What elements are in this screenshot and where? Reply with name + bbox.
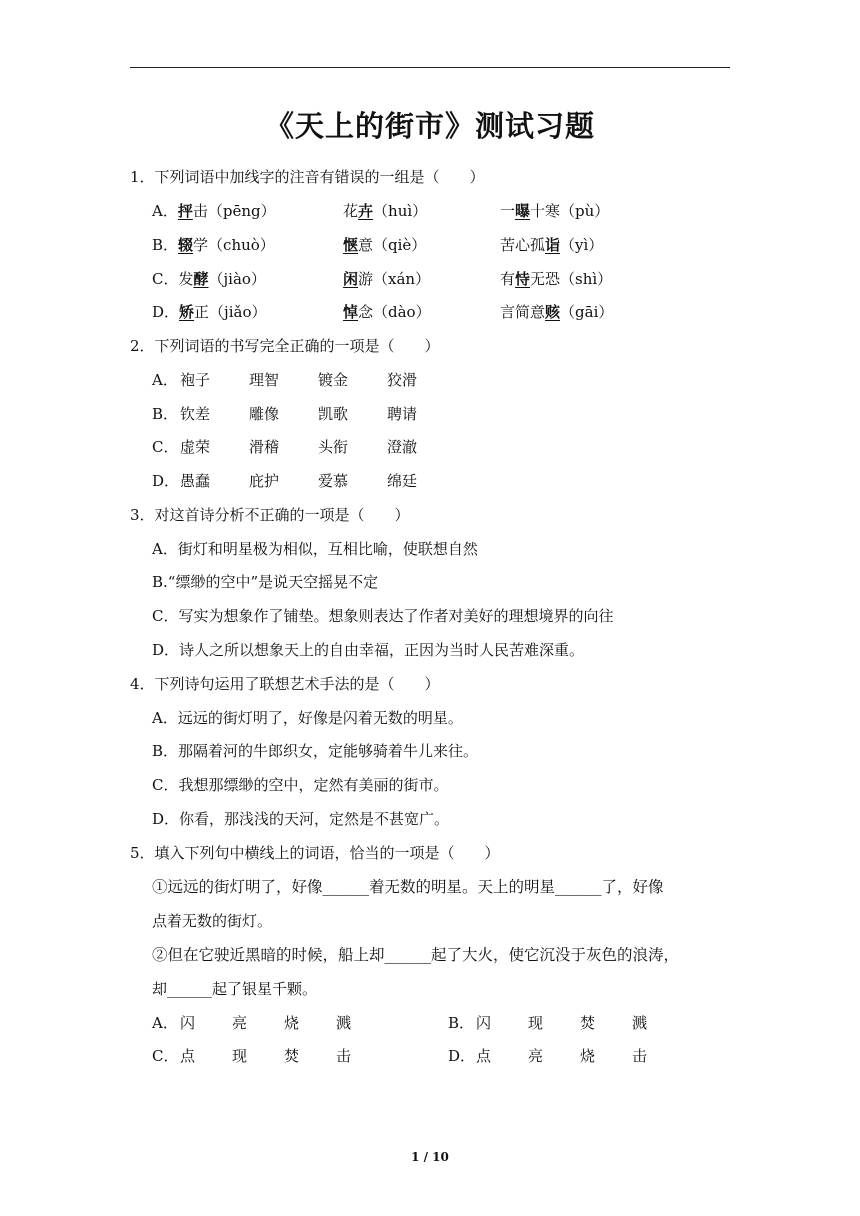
question-2-option [152, 437, 456, 457]
option-word: 点 [180, 1047, 196, 1065]
option-label: C． [152, 438, 179, 456]
item-text: 游（xán） [358, 270, 431, 288]
option-word: 点 [476, 1047, 492, 1065]
question-4-option-a: A．远远的街灯明了，好像是闪着无数的明星。 [152, 709, 463, 727]
item-text: （jiào） [208, 270, 266, 288]
underlined-character: 悼 [343, 303, 359, 321]
question-5-option [152, 1013, 388, 1033]
item-text: 正（jiǎo） [194, 303, 267, 321]
question-4-option-b: B．那隔着河的牛郎织女，定能够骑着牛儿来往。 [152, 742, 479, 760]
item-text: 花 [343, 202, 359, 220]
question-5-sentence-2-cont: 却______起了银星千颗。 [152, 980, 318, 998]
question-2-option [152, 471, 456, 491]
option-label: D． [152, 472, 180, 490]
option-word: 闪 [180, 1014, 196, 1032]
question-3-option-b: B.“缥缈的空中”是说天空摇晃不定 [152, 573, 379, 591]
option-word: 现 [232, 1047, 248, 1065]
question-5-option [152, 1046, 388, 1066]
option-word: 虚荣 [180, 438, 211, 456]
option-word: 烧 [284, 1014, 300, 1032]
option-word: 现 [528, 1014, 544, 1032]
option-word: 亮 [528, 1047, 544, 1065]
underlined-character: 恃 [515, 270, 531, 288]
question-2-option [152, 370, 456, 390]
option-word: 焚 [580, 1014, 596, 1032]
option-label: A． [152, 1014, 178, 1032]
question-3-option-c: C．写实为想象作了铺垫。想象则表达了作者对美好的理想境界的向往 [152, 607, 614, 625]
item-text: 一 [500, 202, 516, 220]
item-text: 念（dào） [358, 303, 431, 321]
option-word: 击 [336, 1047, 352, 1065]
question-5-sentence-1: ①远远的街灯明了，好像______着无数的明星。天上的明星______了，好像 [152, 878, 664, 896]
page-number: 1 / 10 [411, 1150, 449, 1164]
item-text: 学（chuò） [193, 236, 275, 254]
underlined-character: 赅 [545, 303, 561, 321]
question-5-option [448, 1013, 684, 1033]
question-1-item [152, 302, 266, 322]
question-5-sentence-1-cont: 点着无数的街灯。 [152, 912, 273, 930]
item-text: C．发 [152, 270, 194, 288]
item-text: （yì） [560, 236, 604, 254]
item-text: 击（pēng） [192, 202, 276, 220]
underlined-character: 曝 [515, 202, 531, 220]
question-4-option-c: C．我想那缥缈的空中，定然有美丽的街市。 [152, 776, 449, 794]
question-2-stem: 2．下列词语的书写完全正确的一项是（ ） [130, 337, 440, 355]
option-word: 绵廷 [387, 472, 418, 490]
underlined-character: 矫 [179, 303, 195, 321]
question-1-item [343, 269, 430, 289]
option-word: 溅 [632, 1014, 648, 1032]
question-1-item [343, 235, 426, 255]
option-label: C． [152, 1047, 179, 1065]
question-1-item [500, 269, 612, 289]
item-text: 言简意 [500, 303, 546, 321]
option-word: 焚 [284, 1047, 300, 1065]
option-word: 理智 [249, 371, 280, 389]
question-1-item [500, 302, 613, 322]
underlined-character: 酵 [193, 270, 209, 288]
item-text: 意（qiè） [358, 236, 427, 254]
question-1-stem: 1．下列词语中加线字的注音有错误的一组是（ ） [130, 168, 485, 186]
option-word: 庇护 [249, 472, 280, 490]
question-1-item [500, 201, 609, 221]
option-word: 愚蠢 [180, 472, 211, 490]
option-word: 雕像 [249, 405, 280, 423]
question-2-option [152, 404, 456, 424]
item-text: D． [152, 303, 180, 321]
item-text: 十寒（pù） [530, 202, 610, 220]
question-1-item [152, 201, 276, 221]
option-word: 亮 [232, 1014, 248, 1032]
underlined-character: 卉 [358, 202, 374, 220]
option-word: 闪 [476, 1014, 492, 1032]
option-word: 聘请 [387, 405, 418, 423]
option-word: 凯歌 [318, 405, 349, 423]
underlined-character: 辍 [178, 236, 194, 254]
question-1-item [152, 235, 275, 255]
option-word: 溅 [336, 1014, 352, 1032]
question-5-option [448, 1046, 684, 1066]
option-word: 头衔 [318, 438, 349, 456]
option-label: B． [448, 1014, 475, 1032]
item-text: 无恐（shì） [530, 270, 613, 288]
question-1-item [500, 235, 603, 255]
header-rule [130, 67, 730, 68]
question-5-stem: 5．填入下列句中横线上的词语，恰当的一项是（ ） [130, 844, 500, 862]
option-word: 爱慕 [318, 472, 349, 490]
option-label: D． [448, 1047, 476, 1065]
option-label: A． [152, 371, 178, 389]
item-text: B． [152, 236, 179, 254]
option-word: 击 [632, 1047, 648, 1065]
option-word: 袍子 [180, 371, 211, 389]
option-word: 滑稽 [249, 438, 280, 456]
item-text: 苦心孤 [500, 236, 546, 254]
underlined-character: 诣 [545, 236, 561, 254]
item-text: 有 [500, 270, 516, 288]
question-3-stem: 3．对这首诗分析不正确的一项是（ ） [130, 506, 410, 524]
option-label: B． [152, 405, 179, 423]
question-1-item [343, 302, 431, 322]
underlined-character: 闲 [343, 270, 359, 288]
item-text: （gāi） [560, 303, 614, 321]
question-1-item [152, 269, 266, 289]
item-text: （huì） [373, 202, 428, 220]
question-3-option-a: A．街灯和明星极为相似，互相比喻，使联想自然 [152, 540, 478, 558]
question-4-stem: 4．下列诗句运用了联想艺术手法的是（ ） [130, 675, 440, 693]
page-title: 《天上的街市》测试习题 [264, 109, 595, 143]
question-5-sentence-2: ②但在它驶近黑暗的时候，船上却______起了大火，使它沉没于灰色的浪涛， [152, 946, 680, 964]
question-3-option-d: D．诗人之所以想象天上的自由幸福，正因为当时人民苦难深重。 [152, 641, 585, 659]
underlined-character: 惬 [343, 236, 359, 254]
question-4-option-d: D．你看，那浅浅的天河，定然是不甚宽广。 [152, 810, 450, 828]
option-word: 钦差 [180, 405, 211, 423]
option-word: 镀金 [318, 371, 349, 389]
question-1-item [343, 201, 427, 221]
underlined-character: 抨 [177, 202, 193, 220]
item-text: A． [152, 202, 178, 220]
option-word: 澄澈 [387, 438, 418, 456]
option-word: 烧 [580, 1047, 596, 1065]
option-word: 狡滑 [387, 371, 418, 389]
